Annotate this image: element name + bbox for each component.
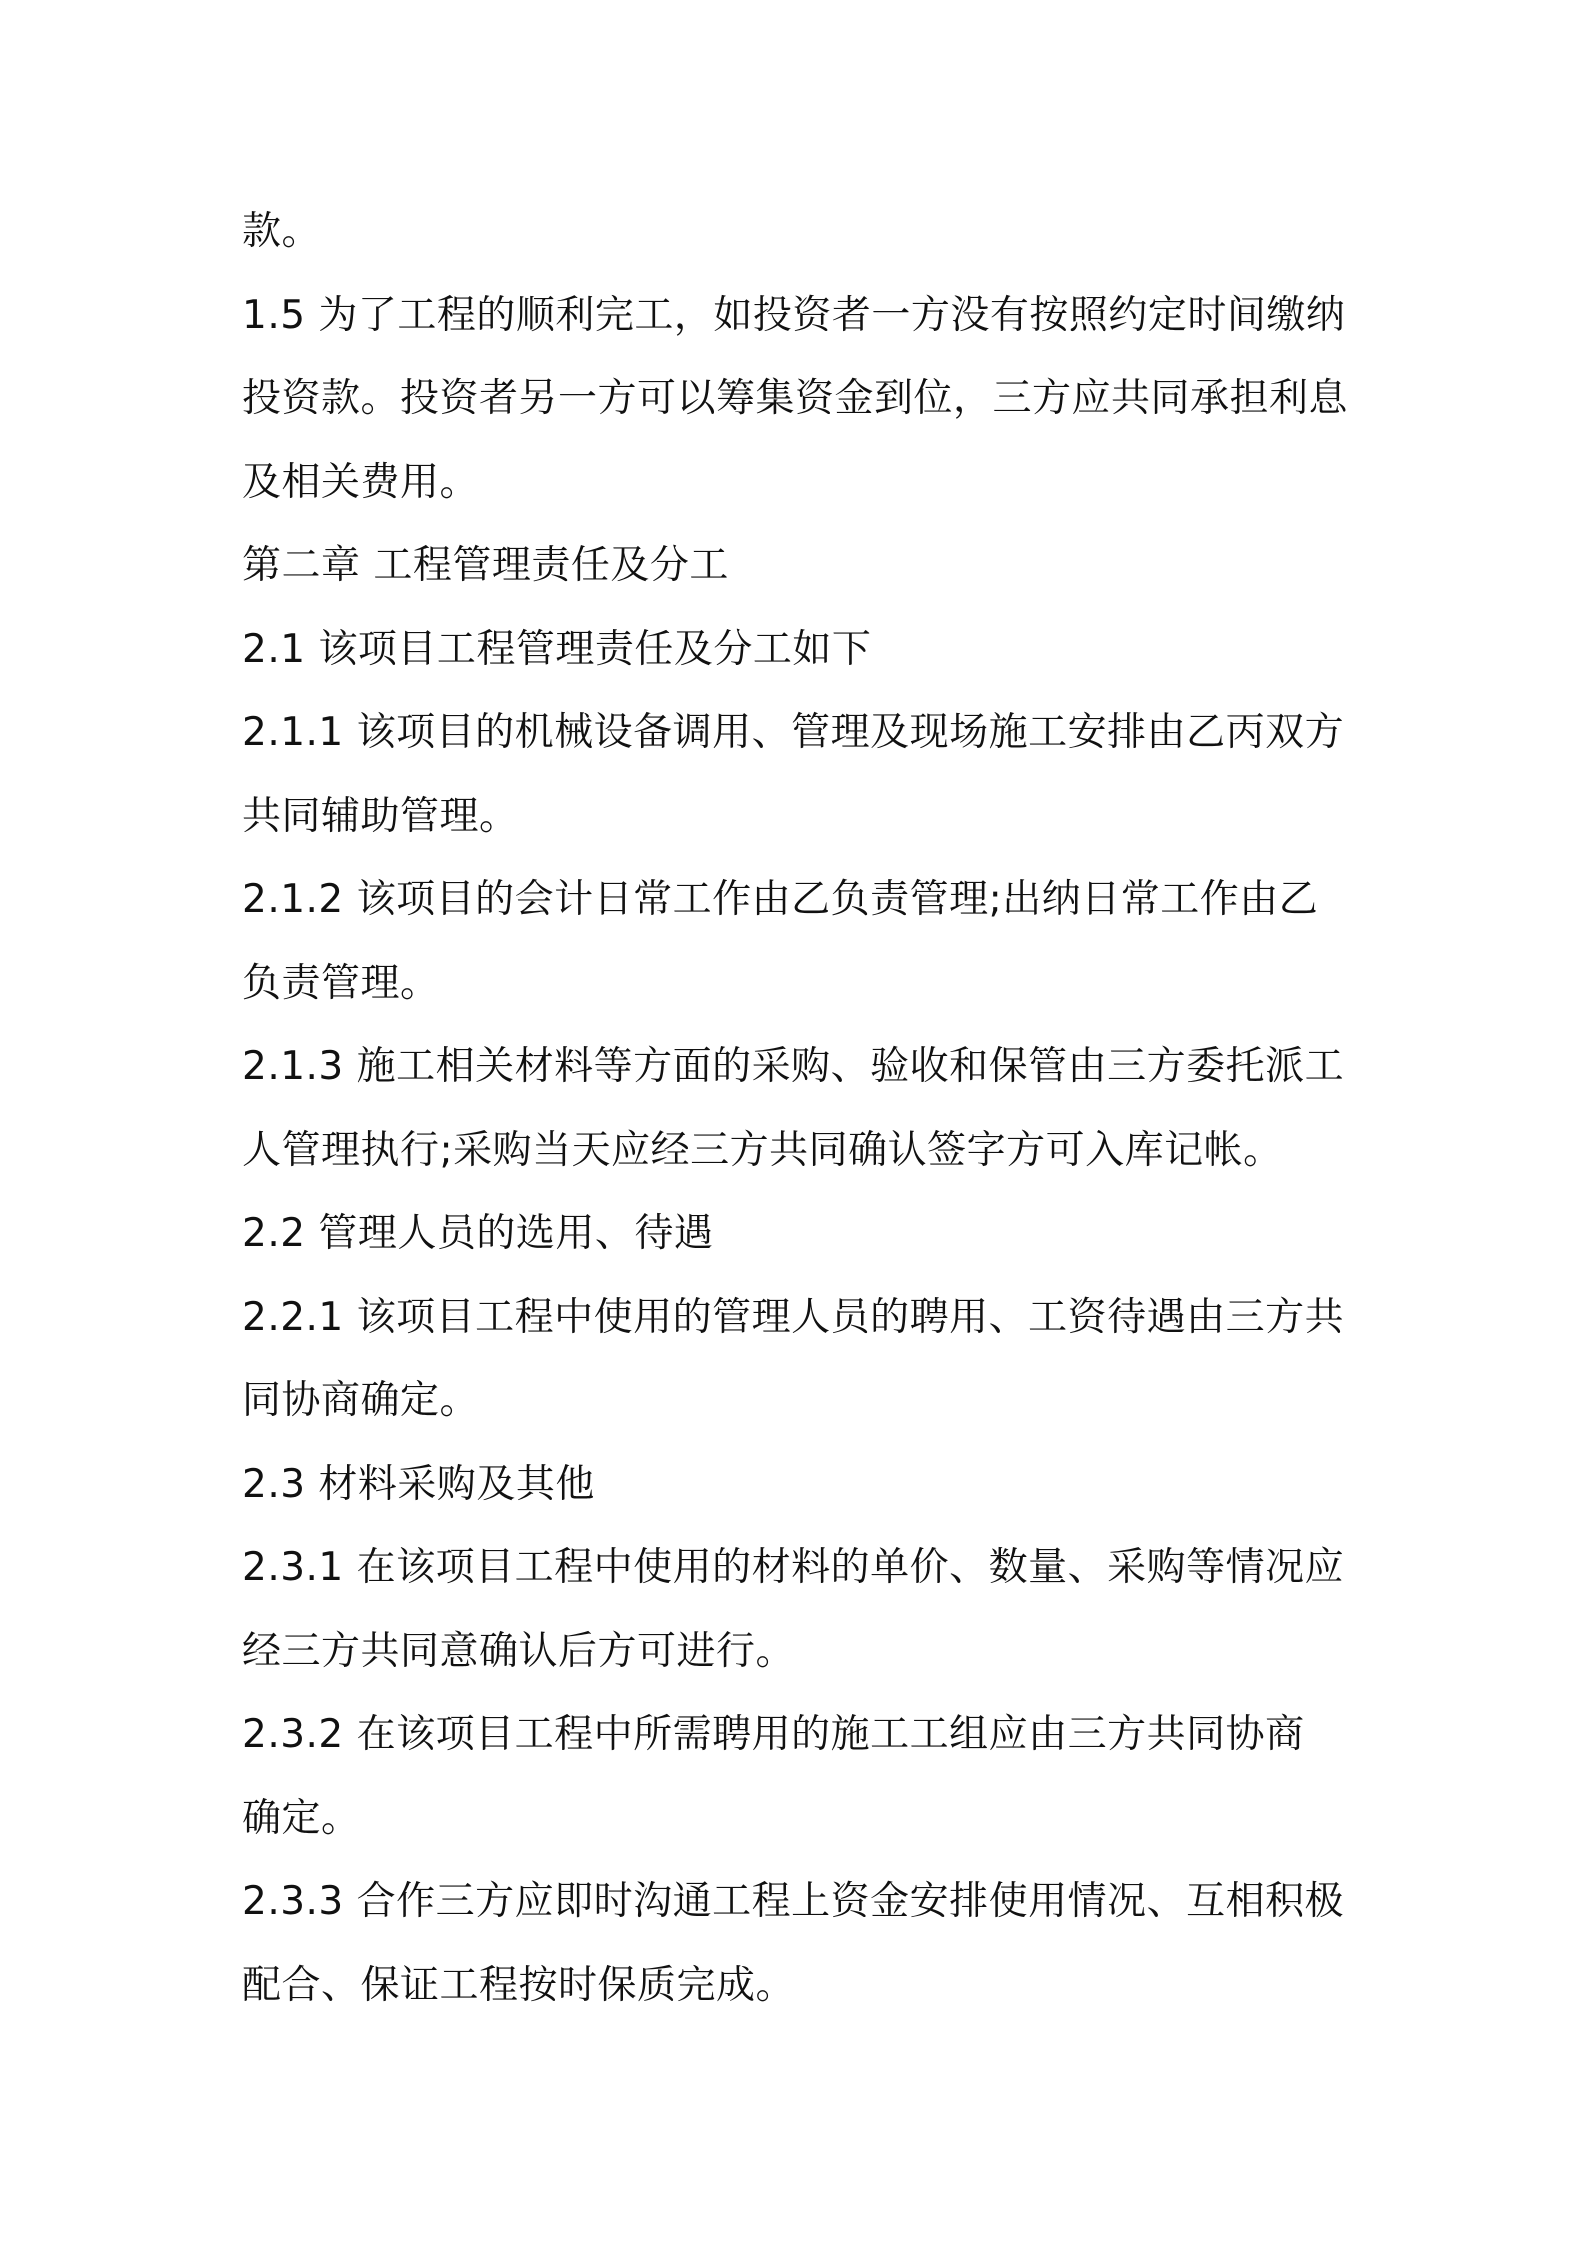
text-line: 经三方共同意确认后方可进行。 [242, 1628, 796, 1674]
text-line: 负责管理。 [242, 960, 440, 1006]
section-heading: 2.2 管理人员的选用、待遇 [242, 1211, 714, 1256]
text-line: 2.3.3 合作三方应即时沟通工程上资金安排使用情况、互相积极 [242, 1879, 1345, 1924]
text-line: 2.1.3 施工相关材料等方面的采购、验收和保管由三方委托派工 [242, 1044, 1345, 1089]
text-line: 投资款。投资者另一方可以筹集资金到位，三方应共同承担利息 [242, 376, 1349, 421]
text-line: 配合、保证工程按时保质完成。 [242, 1962, 796, 2008]
text-line: 确定。 [242, 1795, 361, 1841]
section-heading: 2.1 该项目工程管理责任及分工如下 [242, 626, 872, 672]
document-page [242, 190, 1352, 2027]
text-line: 款。 [242, 209, 322, 254]
text-line: 2.1.1 该项目的机械设备调用、管理及现场施工安排由乙丙双方 [242, 710, 1345, 755]
text-line: 同协商确定。 [242, 1378, 480, 1423]
text-line: 2.2.1 该项目工程中使用的管理人员的聘用、工资待遇由三方共 [242, 1294, 1345, 1340]
text-line: 1.5 为了工程的顺利完工，如投资者一方没有按照约定时间缴纳 [242, 292, 1346, 338]
text-line: 及相关费用。 [242, 459, 480, 505]
text-line: 共同辅助管理。 [242, 793, 519, 839]
text-line: 2.3.1 在该项目工程中使用的材料的单价、数量、采购等情况应 [242, 1545, 1345, 1590]
text-line: 2.1.2 该项目的会计日常工作由乙负责管理;出纳日常工作由乙 [242, 877, 1319, 922]
chapter-heading: 第二章 工程管理责任及分工 [242, 543, 729, 588]
text-line: 2.3.2 在该项目工程中所需聘用的施工工组应由三方共同协商 [242, 1712, 1305, 1757]
section-heading: 2.3 材料采购及其他 [242, 1461, 595, 1507]
text-line: 人管理执行;采购当天应经三方共同确认签字方可入库记帐。 [242, 1127, 1283, 1173]
